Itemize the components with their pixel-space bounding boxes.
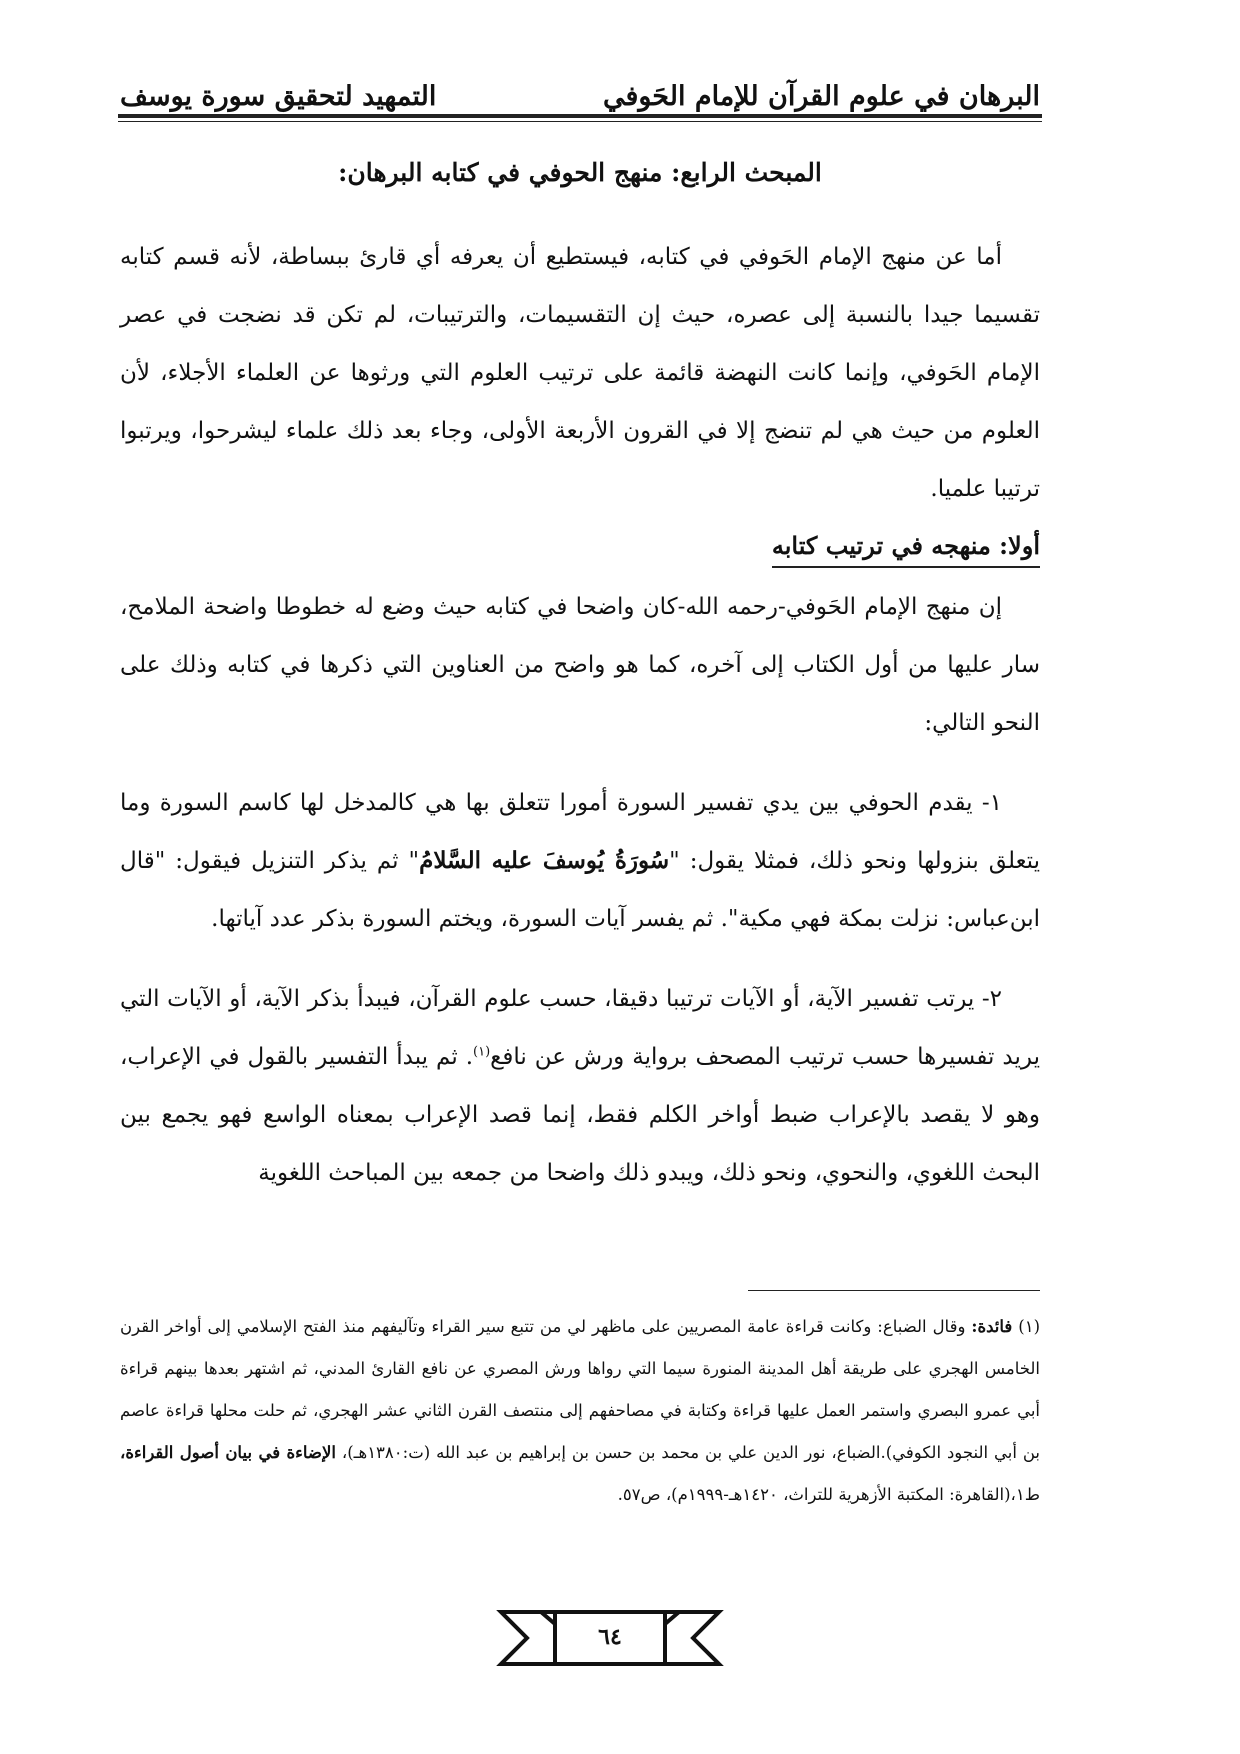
footnote-number: (١) bbox=[1018, 1317, 1041, 1336]
footnote-label: فائدة: bbox=[971, 1317, 1013, 1336]
header-rule-thick bbox=[118, 114, 1042, 118]
header-chapter-title: التمهيد لتحقيق سورة يوسف bbox=[120, 81, 437, 112]
footnote-reference[interactable]: (١) bbox=[473, 1044, 491, 1060]
footnote-paragraph bbox=[120, 1306, 1040, 1516]
footnote-text: وقال الضباع: وكانت قراءة عامة المصريين على ماظهر لي من تتبع سير القراء وتآليفهم منذ الفتح الإسلامي إلى أواخر القرن الخامس الهجري على طريقة أهل المدينة المنورة سيما التي رواها ورش المصري عن نافع القارئ المدني، ثم اشتهر بعدها بينهم قراءة أبي عمرو البصري واستمر العمل عليها قراءة وكتابة في مصاحفهم إلى منتصف القرن الثاني عشر الهجري، ثم حلت محلها قراءة عاصم بن أبي النجود الكوفي).الضباع، نور الدين علي بن محمد بن حسن بن إبراهيم بن عبد الله (ت:١٣٨٠هـ)، bbox=[120, 1317, 1040, 1462]
point-two-text-end: . ثم يبدأ التفسير بالقول في الإعراب، وهو لا يقصد بالإعراب ضبط أواخر الكلم فقط، إنما قصد الإعراب بمعناه الواسع فهو يجمع بين البحث اللغوي، والنحوي، ونحو ذلك، ويبدو ذلك واضحا من جمعه بين المباحث اللغوية bbox=[120, 1044, 1040, 1186]
footnote-separator bbox=[748, 1290, 1040, 1291]
footnote-book-title: الإضاءة في بيان أصول القراءة، bbox=[120, 1443, 336, 1462]
point-one-text-end: " ثم يذكر التنزيل فيقول: "قال ابن‌عباس: نزلت بمكة فهي مكية". ثم يفسر آيات السورة، ويختم السورة بذكر عدد آياتها. bbox=[120, 848, 1040, 932]
point-two-paragraph bbox=[120, 970, 1040, 1202]
header-book-title: البرهان في علوم القرآن للإمام الحَوفي bbox=[602, 81, 1040, 112]
header-rule-thin bbox=[118, 121, 1042, 122]
section-title: المبحث الرابع: منهج الحوفي في كتابه البرهان: bbox=[338, 158, 822, 187]
point-two-text-start: ٢- يرتب تفسير الآية، أو الآيات ترتيبا دقيقا، حسب علوم القرآن، فيبدأ بذكر الآية، أو الآيات التي يريد تفسيرها حسب ترتيب المصحف برواية ورش عن نافع bbox=[120, 986, 1040, 1070]
intro-paragraph: أما عن منهج الإمام الحَوفي في كتابه، فيستطيع أن يعرفه أي قارئ ببساطة، لأنه قسم كتابه تقسيما جيدا بالنسبة إلى عصره، حيث إن التقسيمات، والترتيبات، لم تكن قد نضجت في عصر الإمام الحَوفي، وإنما كانت النهضة قائمة على ترتيب العلوم التي ورثوها عن العلماء الأجلاء، لأن العلوم من حيث هي لم تنضج إلا في القرون الأربعة الأولى، وجاء بعد ذلك علماء ليشرحوا، ويرتبوا ترتيبا علميا. bbox=[120, 244, 1040, 502]
subheading bbox=[120, 522, 1040, 570]
footnote bbox=[120, 1306, 1040, 1516]
point-one-paragraph bbox=[120, 774, 1040, 948]
point-one-text-start: ١- يقدم الحوفي بين يدي تفسير السورة أمورا تتعلق بها هي كالمدخل لها كاسم السورة وما يتعلق بنزولها ونحو ذلك، فمثلا يقول: " bbox=[120, 790, 1041, 874]
subheading-text: أولا: منهجه في ترتيب كتابه bbox=[772, 526, 1040, 568]
footnote-publication: ط١،(القاهرة: المكتبة الأزهرية للتراث، ١٤٢٠هـ-١٩٩٩م)، ص٥٧. bbox=[617, 1485, 1040, 1504]
running-header bbox=[120, 72, 1040, 112]
method-paragraph: إن منهج الإمام الحَوفي-رحمه الله-كان واضحا في كتابه حيث وضع له خطوطا واضحة الملامح، سار عليها من أول الكتاب إلى آخره، كما هو واضح من العناوين التي ذكرها في كتابه وذلك على النحو التالي: bbox=[120, 594, 1040, 736]
page-number: ٦٤ bbox=[598, 1624, 622, 1650]
surah-name-quote: سُورَةُ يُوسفَ عليه السَّلامُ bbox=[419, 847, 670, 874]
main-body bbox=[120, 228, 1040, 1202]
